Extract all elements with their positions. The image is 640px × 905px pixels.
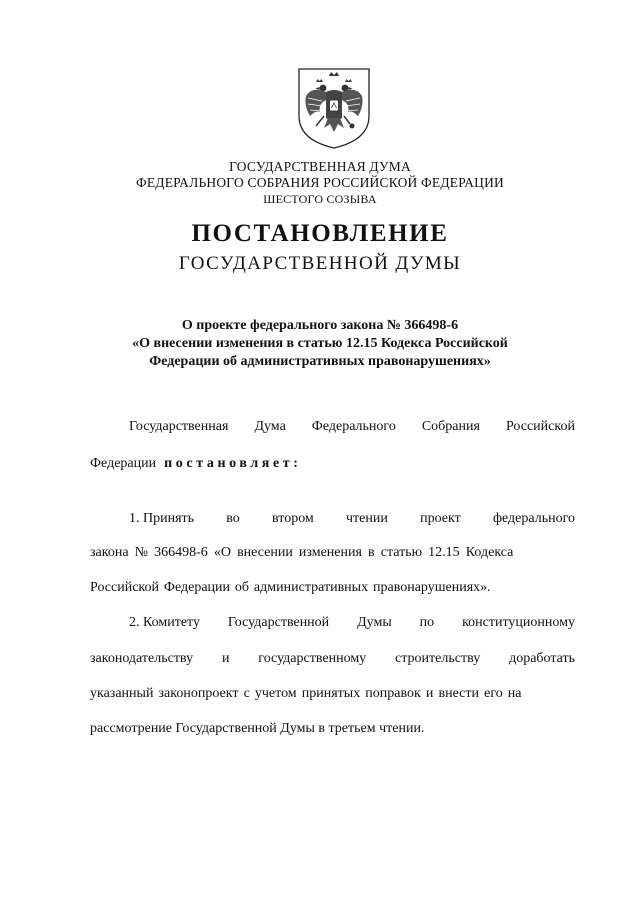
document-subtitle: ГОСУДАРСТВЕННОЙ ДУМЫ [178, 253, 462, 274]
header-line-federal-assembly: ФЕДЕРАЛЬНОГО СОБРАНИЯ РОССИЙСКОЙ ФЕДЕРАЦИИ [136, 175, 504, 190]
item2-word: конституционному [462, 615, 575, 630]
preamble-word: Российской [505, 419, 575, 434]
preamble-word: Государственная [129, 419, 229, 434]
resolves-keyword: постановляет: [164, 456, 302, 471]
header-line-convocation: ШЕСТОГО СОЗЫВА [263, 192, 377, 206]
item2-word: по [419, 615, 435, 630]
item1-word: проект [420, 511, 461, 526]
preamble-word: Собрания [421, 419, 480, 434]
item2-line-4: рассмотрение Государственной Думы в третьем чтении. [90, 721, 425, 736]
preamble-line-1 [129, 418, 575, 436]
item1-line-3: Российской Федерации об административных правонарушениях». [90, 580, 491, 595]
item2-word: государственному [258, 651, 367, 666]
item2-line-1 [129, 614, 575, 632]
bill-title-line-3: Федерации об административных правонарушениях» [149, 354, 491, 369]
item1-line-1 [129, 510, 575, 528]
item2-word: 2. Комитету [129, 615, 200, 630]
item2-word: строительству [395, 651, 481, 666]
bill-title-line-2: «О внесении изменения в статью 12.15 Кодекса Российской [132, 336, 508, 351]
item2-word: доработать [509, 651, 575, 666]
header-line-duma: ГОСУДАРСТВЕННАЯ ДУМА [229, 159, 411, 174]
item2-word: и [221, 651, 230, 666]
document-title: ПОСТАНОВЛЕНИЕ [191, 220, 449, 247]
item1-word: федерального [492, 511, 575, 526]
item1-word: втором [272, 511, 314, 526]
preamble-word: Дума [254, 419, 286, 434]
preamble-word: Федерального [311, 419, 396, 434]
item2-line-3: указанный законопроект с учетом принятых поправок и внести его на [90, 686, 522, 701]
item1-word: чтении [346, 511, 388, 526]
item2-word: законодательству [90, 651, 194, 666]
preamble-word: Федерации [90, 456, 157, 471]
item1-word: 1. Принять [129, 511, 195, 526]
item1-word: во [226, 511, 240, 526]
item1-line-2: закона № 366498-6 «О внесении изменения в статью 12.15 Кодекса [90, 545, 514, 560]
item2-word: Государственной [227, 615, 330, 630]
double-headed-eagle-icon [296, 66, 372, 150]
bill-title-line-1: О проекте федерального закона № 366498-6 [181, 318, 459, 333]
item2-line-2 [90, 650, 575, 668]
preamble-line-2 [90, 455, 575, 473]
item2-word: Думы [357, 615, 392, 630]
